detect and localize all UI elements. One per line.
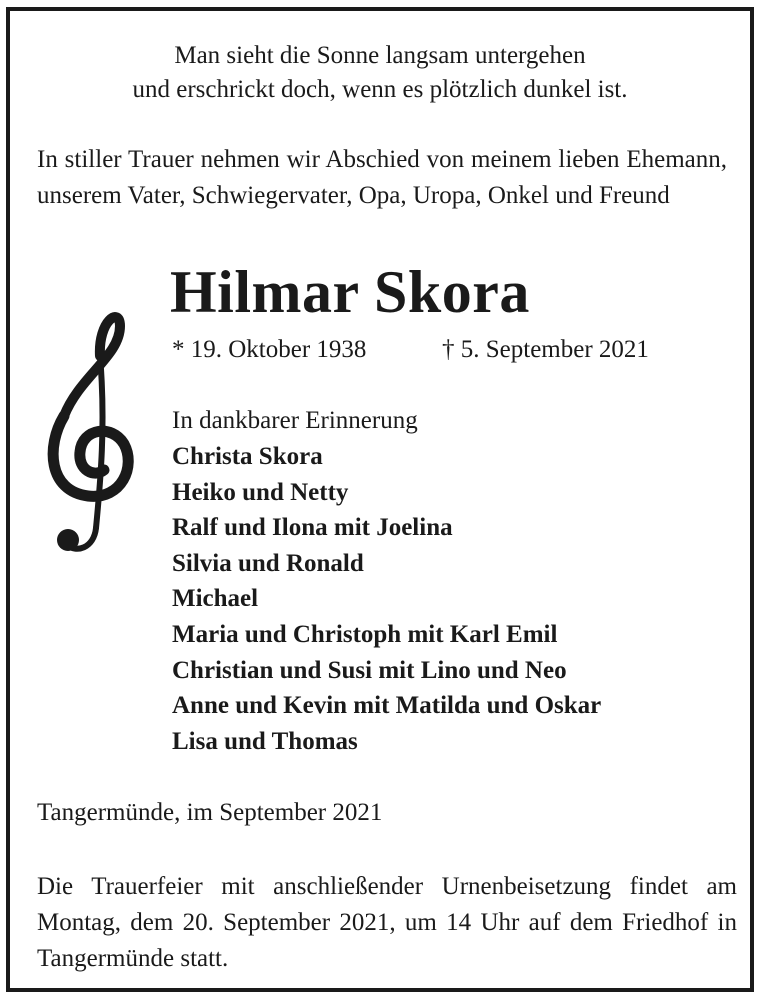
intro-text: In stiller Trauer nehmen wir Abschied von meinem lieben Ehemann, unserem Vater, Schwiegervater, Opa, Uropa, Onkel und Freund [37, 146, 727, 209]
mourner-item: Heiko und Netty [172, 478, 349, 506]
mourner-list [172, 439, 601, 759]
mourner-item: Christian und Susi mit Lino und Neo [172, 656, 567, 684]
mourner-item: Lisa und Thomas [172, 727, 358, 755]
mourner-item: Christa Skora [172, 443, 323, 470]
mourner-item: Ralf und Ilona mit Joelina [172, 514, 453, 542]
deceased-name: Hilmar Skora [170, 259, 530, 325]
mourner-item: Anne und Kevin mit Matilda und Oskar [172, 692, 602, 720]
memory-label: In dankbarer Erinnerung [172, 407, 418, 434]
service-info: Die Trauerfeier mit anschließender Urnenbeisetzung findet am Montag, dem 20. September 2021, um 14 Uhr auf dem Friedhof in Tangermünde statt. [37, 873, 737, 972]
mourner-item: Silvia und Ronald [172, 549, 364, 577]
place-date: Tangermünde, im September 2021 [37, 799, 383, 826]
poem-line-1: Man sieht die Sonne langsam untergehen [174, 42, 586, 69]
treble-clef-icon [40, 296, 140, 566]
obituary-frame [6, 7, 754, 992]
poem [10, 39, 750, 107]
poem-line-2: und erschrickt doch, wenn es plötzlich dunkel ist. [132, 76, 628, 103]
mourner-item: Maria und Christoph mit Karl Emil [172, 620, 558, 648]
birth-date: * 19. Oktober 1938 [172, 336, 367, 363]
mourner-item: Michael [172, 585, 259, 613]
death-date: † 5. September 2021 [442, 336, 649, 363]
